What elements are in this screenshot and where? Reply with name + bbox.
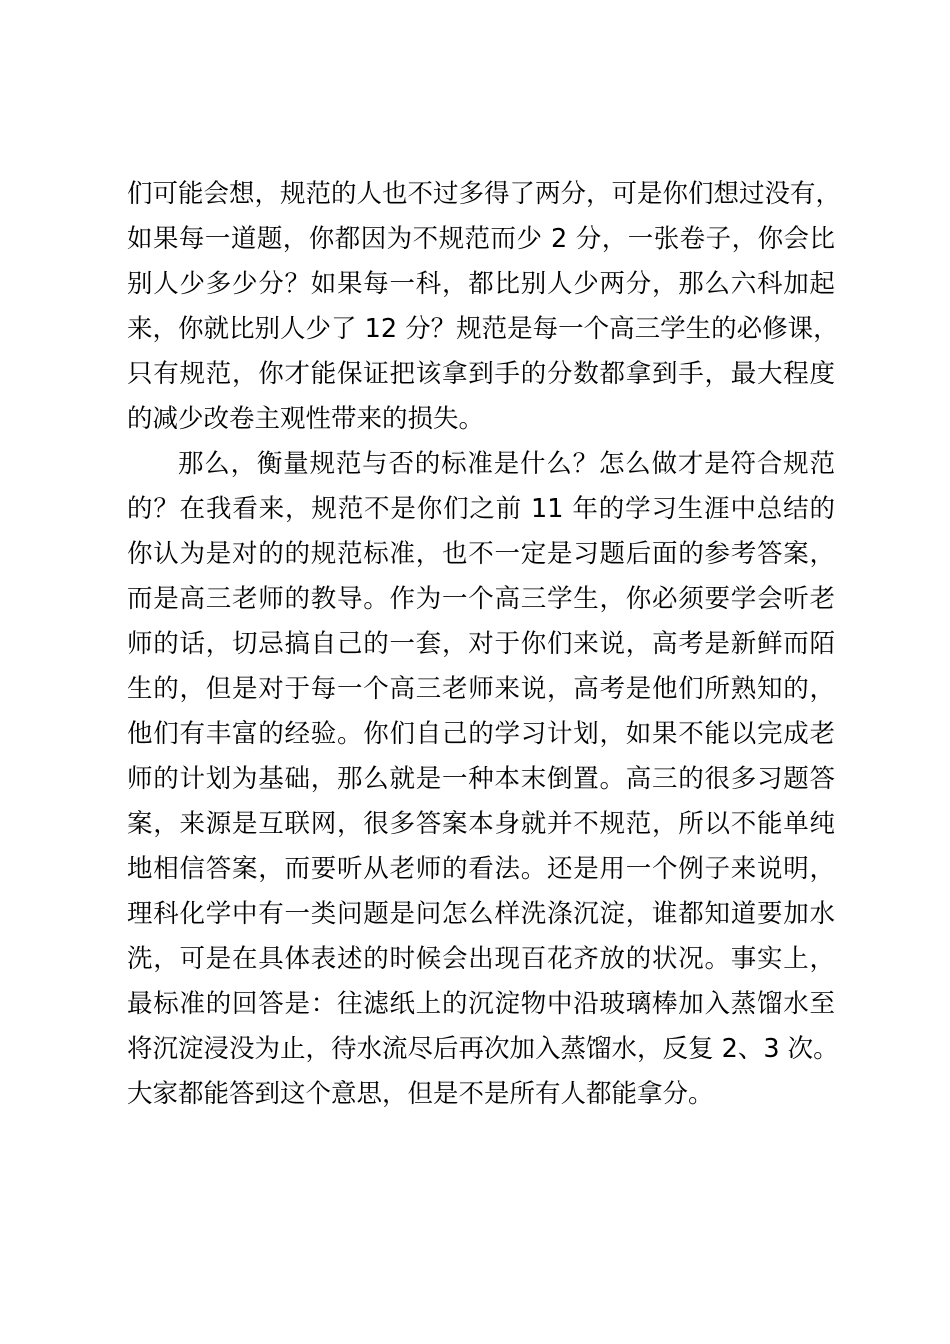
text-line: 师的话，切忌搞自己的一套，对于你们来说，高考是新鲜而陌 [127, 629, 835, 659]
text-line: 那么，衡量规范与否的标准是什么？怎么做才是符合规范 [178, 449, 835, 479]
text-line: 生的，但是对于每一个高三老师来说，高考是他们所熟知的， [127, 674, 835, 704]
text-line: 案，来源是互联网，很多答案本身就并不规范，所以不能单纯 [127, 809, 835, 839]
text-line: 大家都能答到这个意思，但是不是所有人都能拿分。 [127, 1079, 714, 1109]
text-line: 如果每一道题，你都因为不规范而少 2 分，一张卷子，你会比 [127, 224, 835, 254]
text-line: 地相信答案，而要听从老师的看法。还是用一个例子来说明， [127, 854, 835, 884]
text-line: 将沉淀浸没为止，待水流尽后再次加入蒸馏水，反复 2、3 次。 [127, 1034, 839, 1064]
body-text [127, 172, 842, 1117]
text-line: 的减少改卷主观性带来的损失。 [127, 404, 485, 434]
text-line: 他们有丰富的经验。你们自己的学习计划，如果不能以完成老 [127, 719, 835, 749]
text-line: 而是高三老师的教导。作为一个高三学生，你必须要学会听老 [127, 584, 835, 614]
text-line: 们可能会想，规范的人也不过多得了两分，可是你们想过没有， [127, 179, 842, 209]
text-line: 师的计划为基础，那么就是一种本末倒置。高三的很多习题答 [127, 764, 835, 794]
text-line: 理科化学中有一类问题是问怎么样洗涤沉淀，谁都知道要加水 [127, 899, 835, 929]
text-line: 别人少多少分？如果每一科，都比别人少两分，那么六科加起 [127, 269, 835, 299]
text-line: 来，你就比别人少了 12 分？规范是每一个高三学生的必修课， [127, 314, 839, 344]
text-line: 洗，可是在具体表述的时候会出现百花齐放的状况。事实上， [127, 944, 835, 974]
text-line: 最标准的回答是：往滤纸上的沉淀物中沿玻璃棒加入蒸馏水至 [127, 989, 835, 1019]
text-line: 的？在我看来，规范不是你们之前 11 年的学习生涯中总结的 [127, 494, 835, 524]
text-line: 你认为是对的的规范标准，也不一定是习题后面的参考答案， [127, 539, 835, 569]
text-line: 只有规范，你才能保证把该拿到手的分数都拿到手，最大程度 [127, 359, 835, 389]
